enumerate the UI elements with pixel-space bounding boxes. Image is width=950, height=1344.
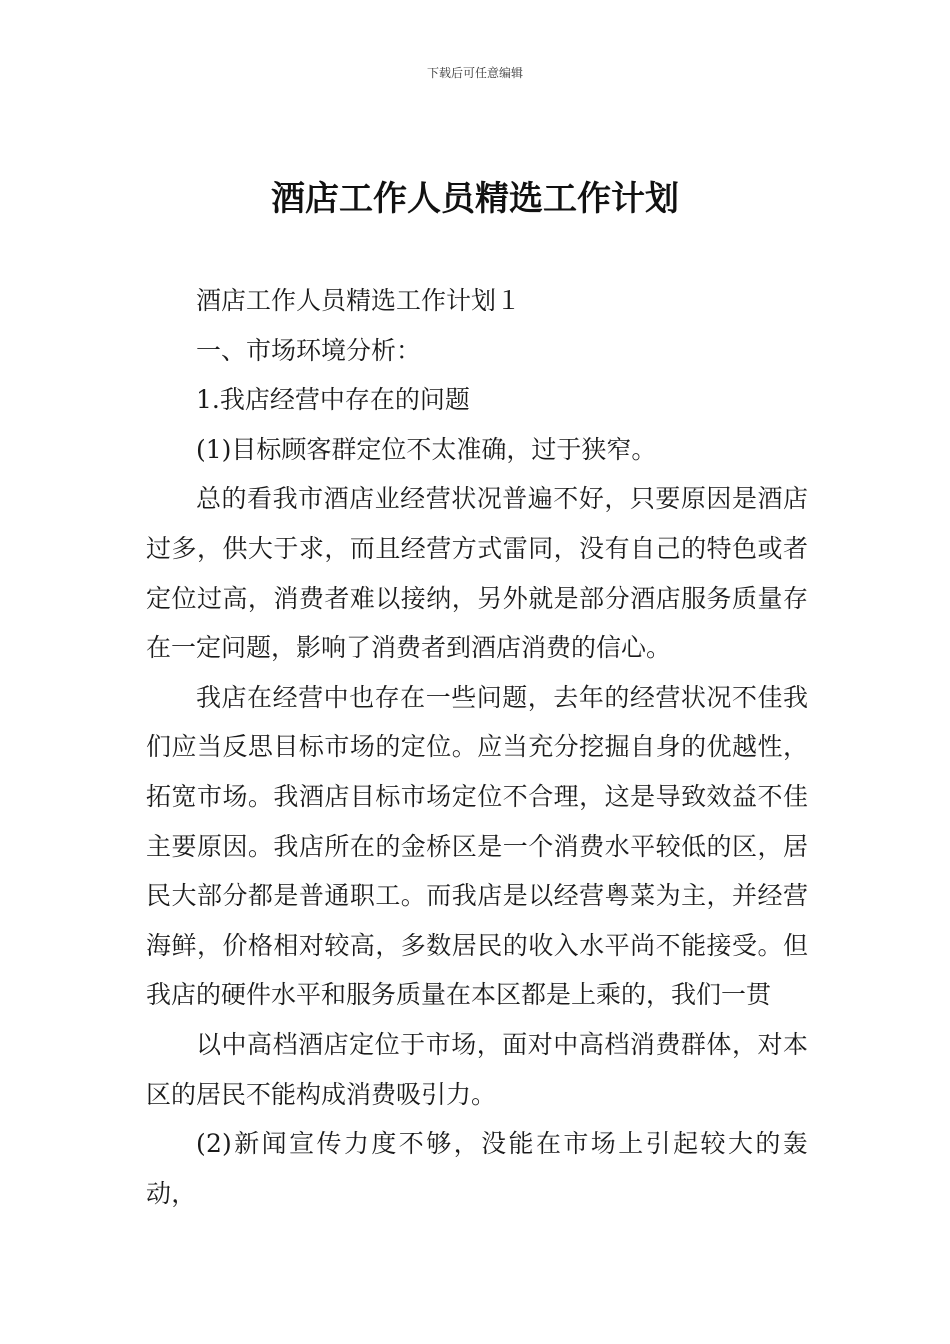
paragraph-store-problems: 我店在经营中也存在一些问题，去年的经营状况不佳我们应当反思目标市场的定位。应当充分挖掘自身的优越性，拓宽市场。我酒店目标市场定位不合理，这是导致效益不佳主要原因。我店所在的金桥区是一个消费水平较低的区，居民大部分都是普通职工。而我店是以经营粤菜为主，并经营海鲜，价格相对较高，多数居民的收入水平尚不能接受。但我店的硬件水平和服务质量在本区都是上乘的，我们一贯	[146, 682, 808, 1010]
paragraph-positioning: 以中高档酒店定位于市场，面对中高档消费群体，对本区的居民不能构成消费吸引力。	[146, 1029, 808, 1109]
page-header-note: 下载后可任意编辑	[426, 66, 523, 80]
point-1-heading: (1)目标顾客群定位不太准确，过于狭窄。	[196, 434, 657, 464]
section-heading-market-analysis: 一、市场环境分析：	[196, 335, 422, 365]
paragraph-industry-overview: 总的看我市酒店业经营状况普遍不好，只要原因是酒店过多，供大于求，而且经营方式雷同，没有自己的特色或者定位过高，消费者难以接纳，另外就是部分酒店服务质量存在一定问题，影响了消费者到酒店消费的信心。	[146, 484, 808, 663]
subsection-heading-problems: 1.我店经营中存在的问题	[196, 385, 470, 415]
document-title: 酒店工作人员精选工作计划	[271, 179, 679, 219]
point-2-heading: (2)新闻宣传力度不够，没能在市场上引起较大的轰动，	[146, 1129, 808, 1208]
section-heading-plan-1: 酒店工作人员精选工作计划１	[196, 286, 522, 315]
document-body	[146, 276, 808, 1218]
